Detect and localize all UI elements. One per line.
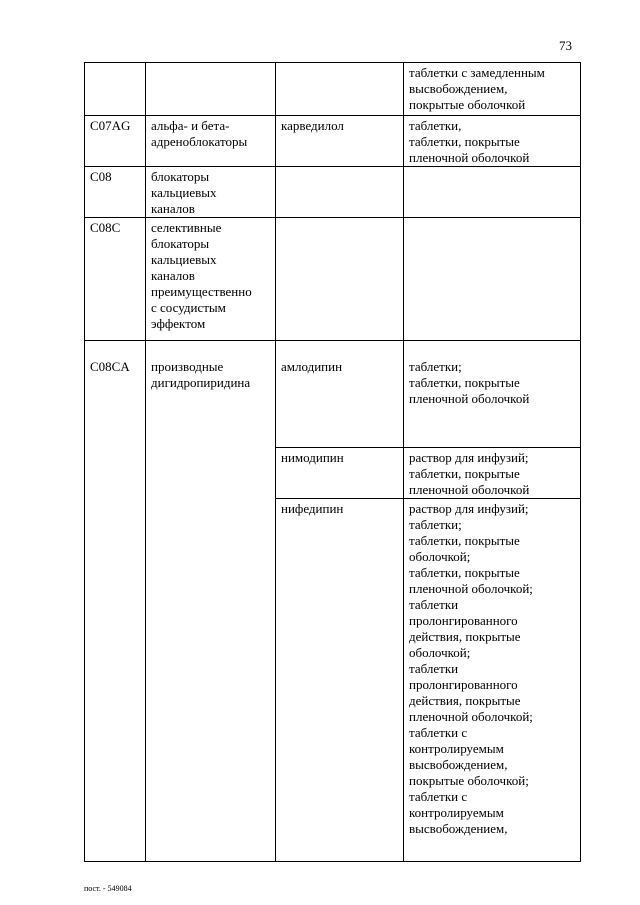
atc-code-cell <box>85 63 146 116</box>
table-row <box>85 116 581 167</box>
dosage-form-cell <box>404 167 581 218</box>
dosage-form-cell: таблетки; таблетки, покрытые пленочной оболочкой <box>404 341 581 448</box>
dosage-form-cell <box>404 218 581 341</box>
drug-table <box>84 62 581 862</box>
group-cell: селективные блокаторы кальциевых каналов преимущественно с сосудистым эффектом <box>146 218 276 341</box>
dosage-form-cell: таблетки с замедленным высвобождением, покрытые оболочкой <box>404 63 581 116</box>
drug-cell: амлодипин <box>276 341 404 448</box>
group-cell: блокаторы кальциевых каналов <box>146 167 276 218</box>
atc-code-cell: C08CA <box>85 341 146 862</box>
table-row <box>85 63 581 116</box>
drug-cell <box>276 167 404 218</box>
drug-cell <box>276 63 404 116</box>
drug-cell: нимодипин <box>276 448 404 499</box>
drug-cell: карведилол <box>276 116 404 167</box>
atc-code-cell: C08 <box>85 167 146 218</box>
dosage-form-cell: раствор для инфузий; таблетки; таблетки, покрытые оболочкой; таблетки, покрытые пленочной оболочкой; таблетки пролонгированного действия, покрытые оболочкой; таблетки пролонгированного действия, покрытые пленочной оболочкой; таблетки с контролируемым высвобождением, покрытые оболочкой; таблетки с контролируемым высвобождением, <box>404 499 581 862</box>
atc-code-cell: C08C <box>85 218 146 341</box>
table-row <box>85 218 581 341</box>
table-row <box>85 167 581 218</box>
drug-cell: нифедипин <box>276 499 404 862</box>
group-cell: альфа- и бета- адреноблокаторы <box>146 116 276 167</box>
table-row <box>85 341 581 448</box>
dosage-form-cell: раствор для инфузий; таблетки, покрытые пленочной оболочкой <box>404 448 581 499</box>
page-number: 73 <box>559 38 572 53</box>
group-cell <box>146 63 276 116</box>
dosage-form-cell: таблетки, таблетки, покрытые пленочной оболочкой <box>404 116 581 167</box>
group-cell: производные дигидропиридина <box>146 341 276 862</box>
atc-code-cell: C07AG <box>85 116 146 167</box>
drug-cell <box>276 218 404 341</box>
document-footer: пост. - 549084 <box>84 884 132 893</box>
